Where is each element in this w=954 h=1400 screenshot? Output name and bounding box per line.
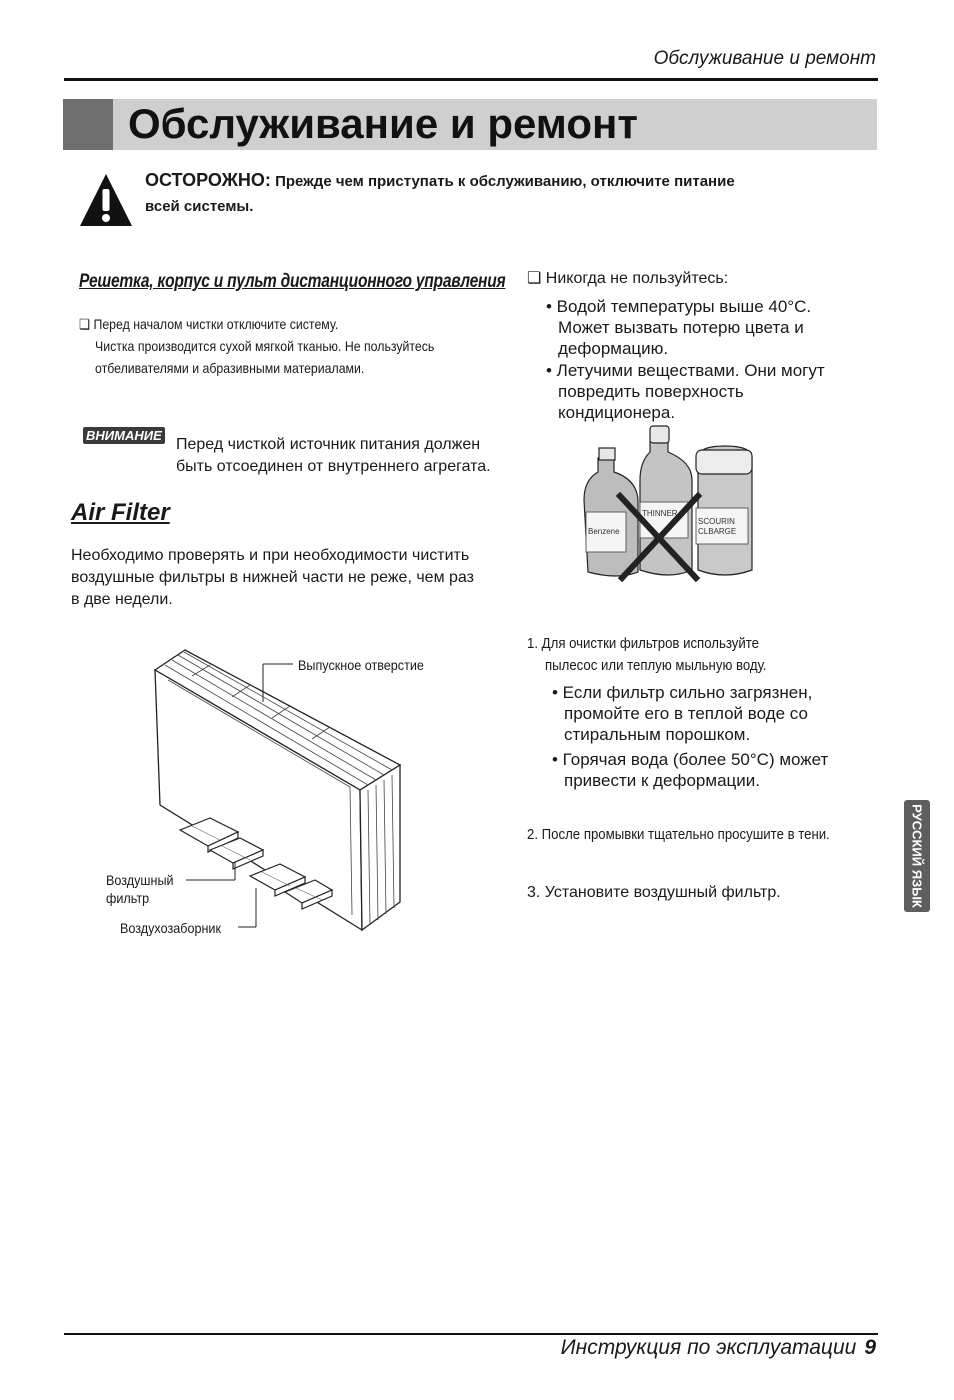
step1-line2: пылесос или теплую мыльную воду. bbox=[545, 657, 767, 674]
step1-line1: 1. Для очистки фильтров используйте bbox=[527, 635, 759, 652]
bottle-label-clbarge: CLBARGE bbox=[698, 527, 737, 536]
step1-bullet1-line1: • Если фильтр сильно загрязнен, bbox=[552, 683, 813, 702]
outlet-label: Выпускное отверстие bbox=[298, 657, 424, 673]
never-use-b2-line2: повредить поверхность bbox=[558, 382, 744, 401]
air-filter-heading: Air Filter bbox=[71, 499, 170, 526]
step1-bullet2-line2: привести к деформации. bbox=[564, 771, 760, 790]
header-rule bbox=[64, 78, 878, 81]
never-use-b1-line3: деформацию. bbox=[558, 339, 669, 358]
step3: 3. Установите воздушный фильтр. bbox=[527, 884, 781, 901]
grille-item-line2: Чистка производится сухой мягкой тканью. Не пользуйтесь bbox=[95, 338, 435, 354]
filter-label-line1: Воздушный bbox=[106, 872, 174, 888]
attention-badge: ВНИМАНИЕ bbox=[83, 427, 165, 444]
attention-line1: Перед чисткой источник питания должен bbox=[176, 436, 481, 453]
air-filter-para-line1: Необходимо проверять и при необходимости чистить bbox=[71, 547, 470, 564]
caution-line2: всей системы. bbox=[145, 198, 254, 215]
footer-text: Инструкция по эксплуатации bbox=[560, 1336, 857, 1359]
caution-text bbox=[145, 168, 885, 219]
bottle-label-benzene: Benzene bbox=[588, 527, 620, 536]
running-header: Обслуживание и ремонт bbox=[653, 48, 876, 69]
never-use-b2-line3: кондиционера. bbox=[558, 403, 676, 422]
step2: 2. После промывки тщательно просушите в тени. bbox=[527, 826, 830, 843]
bottle-label-scourin: SCOURIN bbox=[698, 517, 735, 526]
step1-bullet1-line3: стиральным порошком. bbox=[564, 725, 751, 744]
never-use-heading: ❏ Никогда не пользуйтесь: bbox=[527, 270, 729, 287]
air-filter-para-line2: воздушные фильтры в нижней части не реже, чем раз bbox=[71, 569, 474, 586]
footer bbox=[480, 1336, 876, 1360]
caution-line1: Прежде чем приступать к обслуживанию, отключите питание bbox=[275, 173, 735, 190]
attention-line2: быть отсоединен от внутреннего агрегата. bbox=[176, 458, 491, 475]
air-filter-para-line3: в две недели. bbox=[71, 591, 173, 608]
footer-rule bbox=[64, 1333, 878, 1335]
grille-item-line1: ❏ Перед началом чистки отключите систему. bbox=[79, 316, 339, 332]
title-bar-accent bbox=[63, 99, 113, 150]
never-use-b1-line1: • Водой температуры выше 40°C. bbox=[546, 297, 812, 316]
chemicals-prohibited-illustration bbox=[580, 420, 760, 590]
grille-section-heading: Решетка, корпус и пульт дистанционного управления bbox=[79, 271, 506, 292]
caution-label: ОСТОРОЖНО: bbox=[145, 170, 271, 190]
grille-item-line3: отбеливателями и абразивными материалами. bbox=[95, 360, 365, 376]
page-number: 9 bbox=[864, 1336, 876, 1359]
language-side-tab-label: РУССКИЙ ЯЗЫК bbox=[909, 804, 925, 908]
bottle-label-thinner: THINNER bbox=[642, 509, 678, 518]
language-side-tab bbox=[904, 800, 930, 912]
never-use-b1-line2: Может вызвать потерю цвета и bbox=[558, 318, 804, 337]
step1-bullet2-line1: • Горячая вода (более 50°C) может bbox=[552, 750, 829, 769]
step1-bullet1-line2: промойте его в теплой воде со bbox=[564, 704, 808, 723]
warning-icon bbox=[78, 172, 134, 228]
never-use-b2-line1: • Летучими веществами. Они могут bbox=[546, 361, 825, 380]
intake-label: Воздухозаборник bbox=[120, 920, 221, 936]
page-title: Обслуживание и ремонт bbox=[128, 100, 638, 147]
filter-label-line2: фильтр bbox=[106, 890, 150, 906]
